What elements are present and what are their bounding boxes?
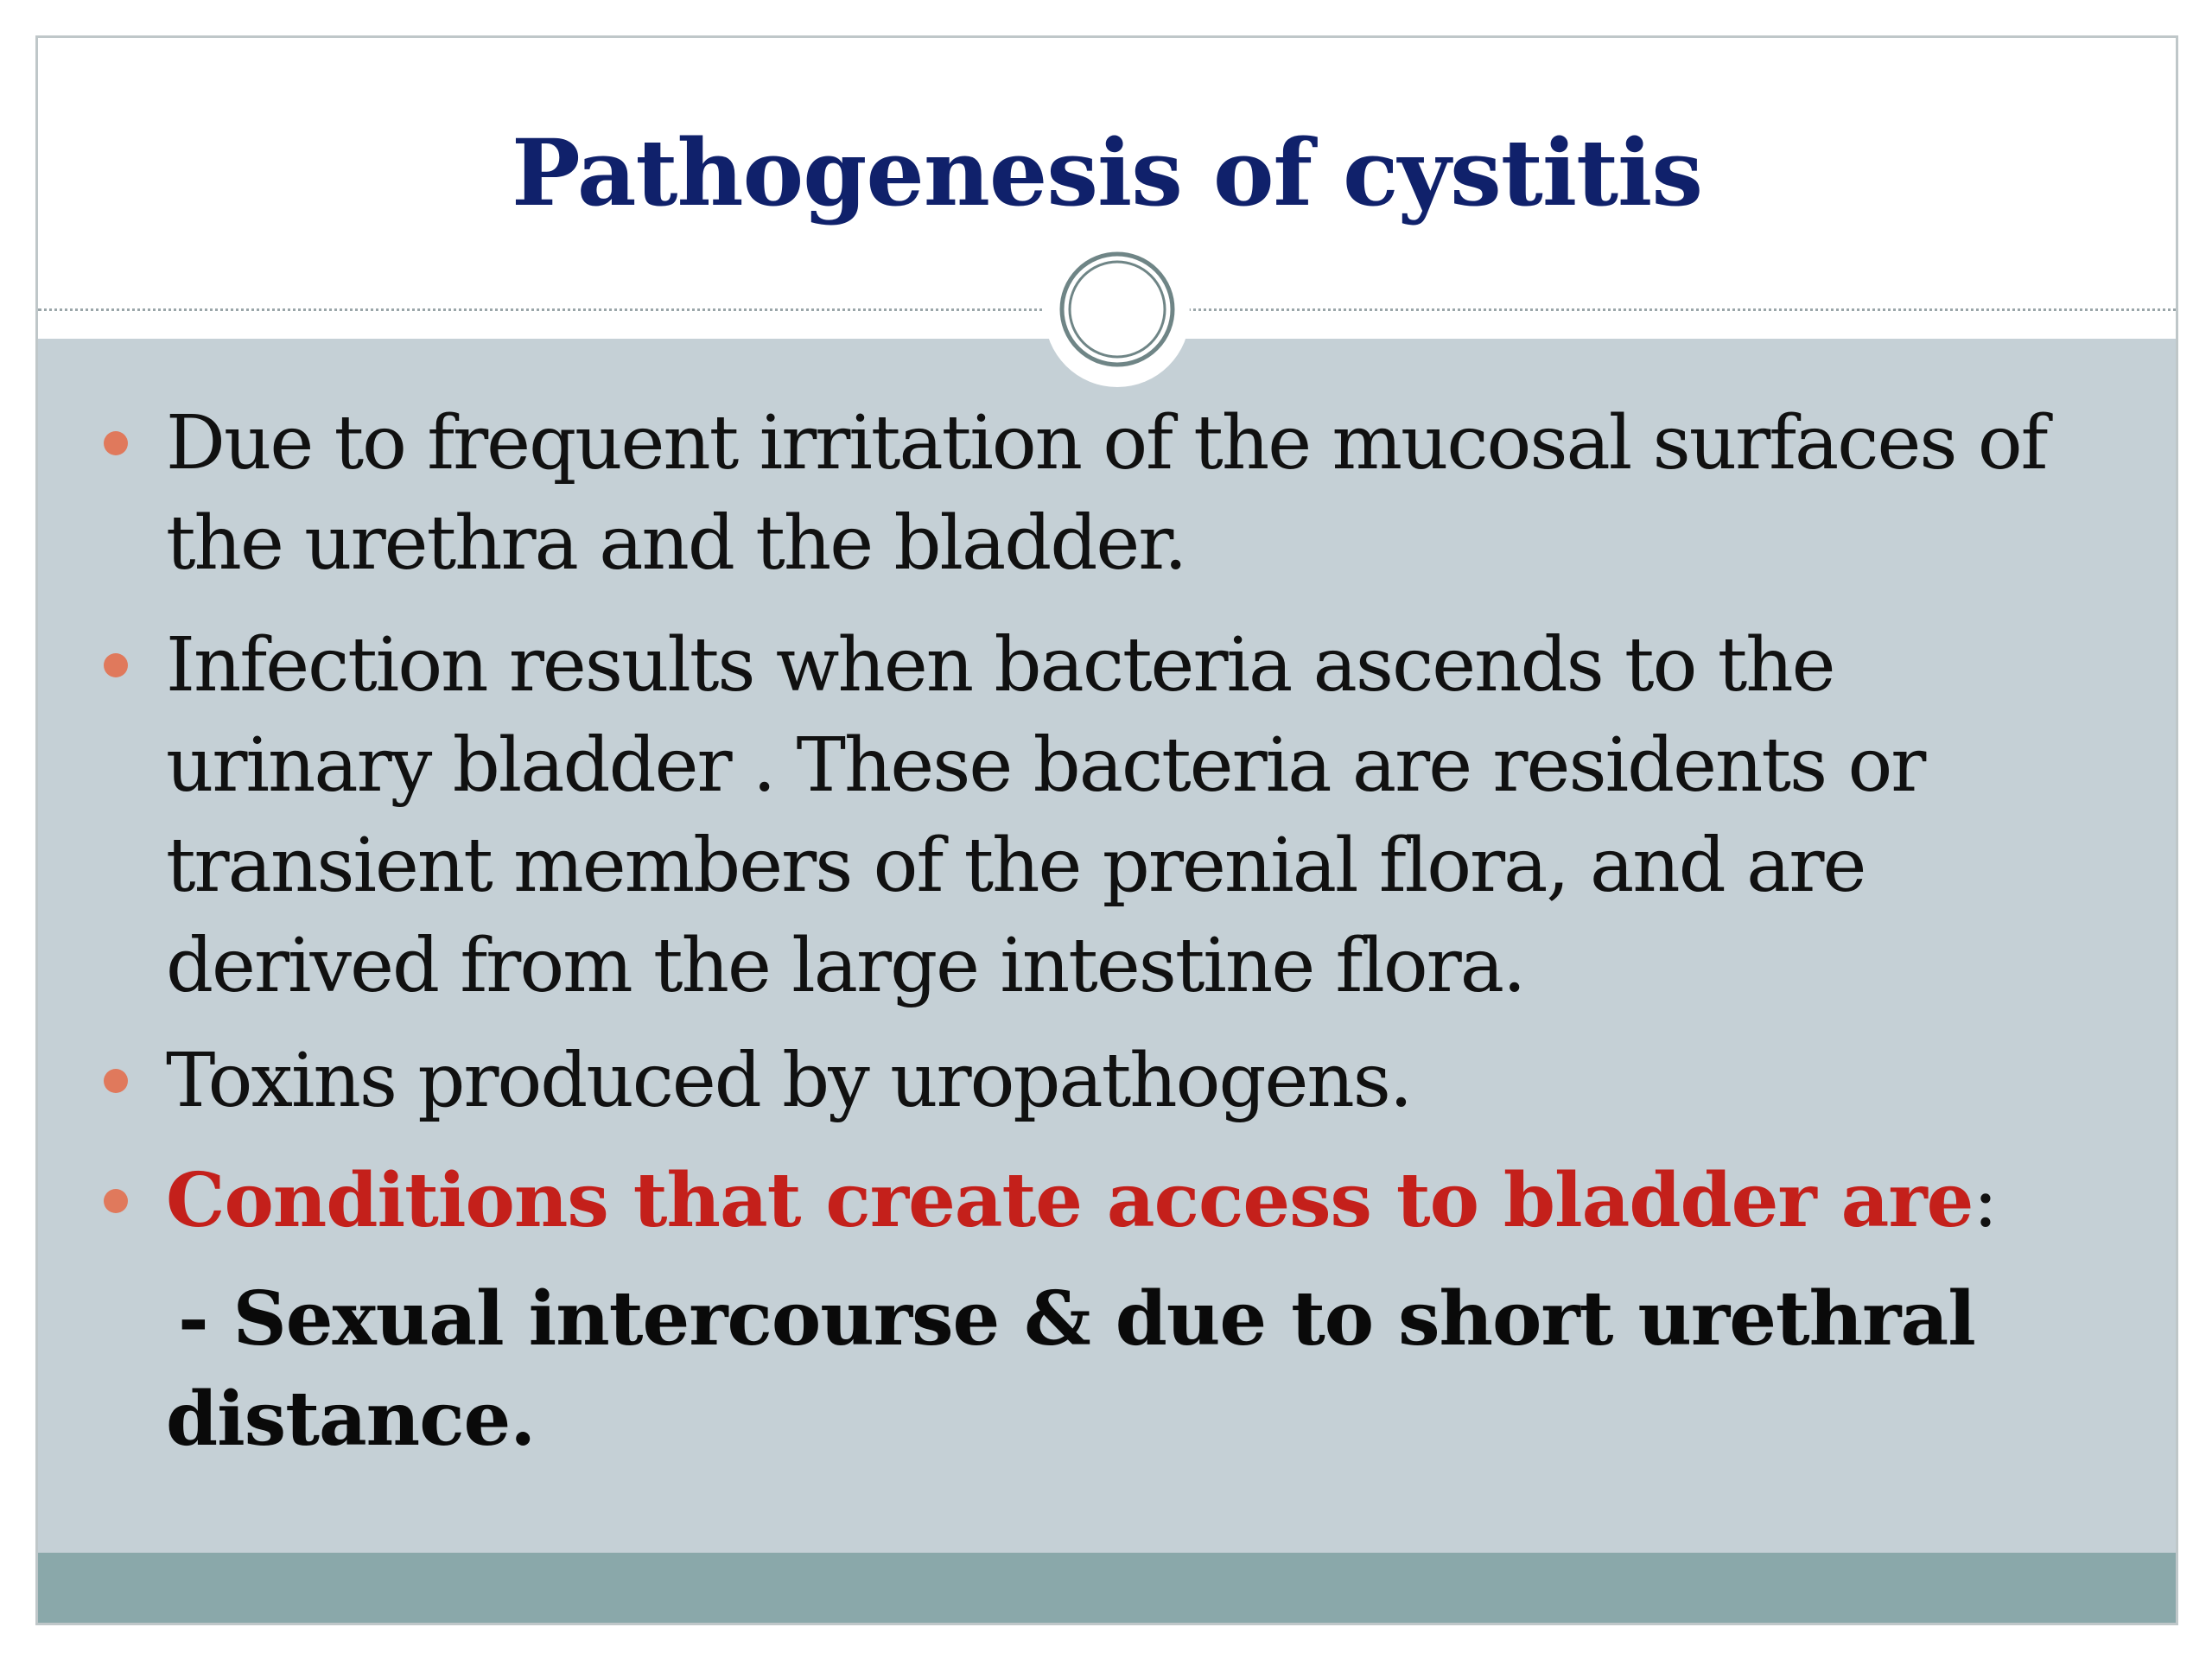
bullet-list [38, 38, 2176, 1623]
circle-bullet-icon [104, 1189, 128, 1213]
bullet-item-3: Toxins produced by uropathogens. [166, 1038, 1412, 1124]
bullet-item-4 [166, 1151, 2119, 1251]
bullet-item-1: Due to frequent irritation of the mucosal surfaces of the urethra and the bladder. [166, 400, 2047, 587]
slide [35, 35, 2178, 1625]
bullet-item-2: Infection results when bacteria ascends to the urinary bladder . These bacteria are residents or transient members of the prenial flora, and are derived from the large intestine flora. [166, 622, 1925, 1009]
conditions-heading: Conditions that create access to bladder are [166, 1157, 1974, 1244]
circle-bullet-icon [104, 653, 128, 677]
slide-title: Pathogenesis of cystitis [511, 118, 1702, 226]
circle-bullet-icon [104, 431, 128, 455]
footer-bar [38, 1553, 2176, 1625]
conditions-colon: : [1973, 1158, 1997, 1244]
circle-bullet-icon [104, 1069, 128, 1093]
sub-item-sexual-intercourse: - Sexual intercourse & due to short urethral distance. [166, 1275, 1975, 1463]
